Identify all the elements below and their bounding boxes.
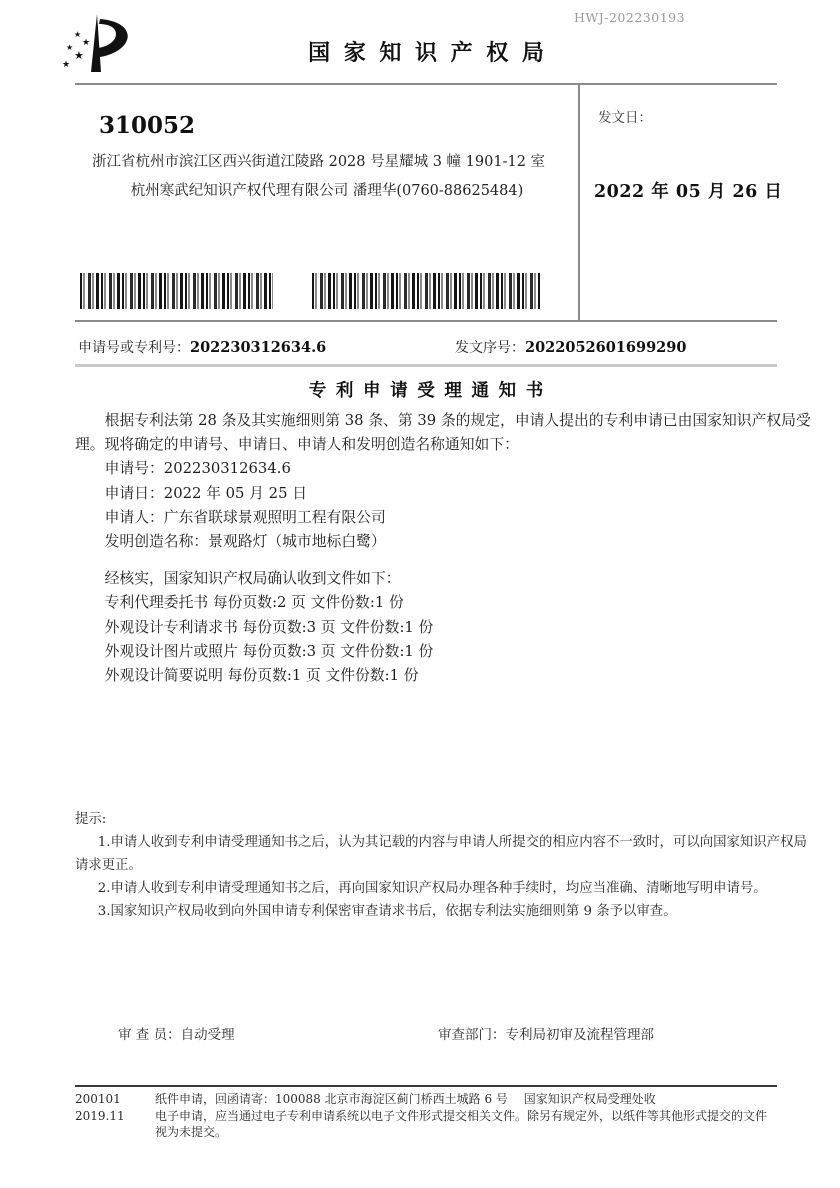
address-section-divider — [75, 320, 777, 322]
svg-text:★: ★ — [82, 38, 91, 48]
footer-text-1: 纸件申请，回函请寄：100088 北京市海淀区蓟门桥西土城路 6 号 国家知识产权局受理处收 — [155, 1092, 656, 1106]
notice-body — [75, 409, 812, 688]
agency-title: 国家知识产权局 — [308, 40, 558, 66]
serial-number-label: 发文序号： — [455, 340, 525, 356]
footer-text-2: 电子申请，应当通过电子专利申请系统以电子文件形式提交相关文件。除另有规定外，以纸件等其他形式提交的文件视为未提交。 — [155, 1108, 768, 1139]
detail-application-no: 申请号：202230312634.6 — [104, 460, 291, 478]
document-item-3: 外观设计图片或照片 每份页数:3 页 文件份数:1 份 — [104, 642, 434, 660]
issue-date-label: 发文日： — [598, 110, 652, 126]
application-number-value: 202230312634.6 — [190, 339, 327, 356]
examiner-value: 自动受理 — [180, 1027, 235, 1043]
svg-text:★: ★ — [62, 60, 71, 70]
footer-row-paper — [75, 1091, 777, 1108]
barcode-serial — [312, 273, 540, 309]
document-item-4: 外观设计简要说明 每份页数:1 页 文件份数:1 份 — [104, 667, 419, 685]
document-ref-code: HWJ-202230193 — [574, 10, 686, 25]
tips-section — [75, 808, 816, 923]
tip-item-3: 3.国家知识产权局收到向外国申请专利保密审查请求书后，依据专利法实施细则第 9 条予以审查。 — [97, 904, 677, 919]
department-value: 专利局初审及流程管理部 — [505, 1027, 654, 1043]
detail-filing-date: 申请日：2022 年 05 月 25 日 — [104, 484, 308, 502]
svg-text:★: ★ — [74, 30, 82, 39]
footer-divider — [75, 1085, 777, 1087]
recipient-address — [92, 148, 562, 206]
issue-date-box-divider — [578, 83, 580, 321]
serial-number-value: 2022052601699290 — [525, 339, 687, 356]
examiner-field — [118, 1023, 235, 1043]
examiner-label: 审 查 员： — [118, 1027, 181, 1043]
tip-item-2: 2.申请人收到专利申请受理通知书之后，再向国家知识产权局办理各种手续时，均应当准确、清晰地写明申请号。 — [97, 881, 767, 896]
application-number-field — [78, 337, 326, 357]
detail-invention-name: 发明创造名称：景观路灯（城市地标白鹭） — [104, 533, 386, 551]
address-line-2: 杭州寒武纪知识产权代理有限公司 潘理华(0760-88625484) — [130, 183, 524, 199]
tip-item-1: 1.申请人收到专利申请受理通知书之后，认为其记载的内容与申请人所提交的相应内容不一致时，可以向国家知识产权局请求更正。 — [75, 835, 807, 873]
document-item-2: 外观设计专利请求书 每份页数:3 页 文件份数:1 份 — [104, 618, 434, 636]
documents-confirm-line: 经核实，国家知识产权局确认收到文件如下： — [104, 570, 401, 588]
detail-applicant: 申请人：广东省联球景观照明工程有限公司 — [104, 508, 386, 526]
body-paragraph: 根据专利法第 28 条及其实施细则第 38 条、第 39 条的规定，申请人提出的专利申请已由国家知识产权局受理。现将确定的申请号、申请日、申请人和发明创造名称通知如下： — [75, 412, 811, 454]
footer-code-2: 2019.11 — [75, 1108, 125, 1123]
issue-date-value: 2022 年 05 月 26 日 — [594, 182, 783, 202]
department-field — [438, 1023, 654, 1043]
tips-label: 提示: — [75, 812, 107, 827]
document-item-1: 专利代理委托书 每份页数:2 页 文件份数:1 份 — [104, 594, 404, 612]
footer-row-electronic — [75, 1108, 777, 1141]
department-label: 审查部门： — [438, 1027, 506, 1043]
postal-code: 310052 — [99, 112, 196, 139]
header-divider — [75, 83, 777, 85]
application-number-label: 申请号或专利号： — [78, 340, 190, 356]
footer-notes — [75, 1091, 777, 1141]
address-line-1: 浙江省杭州市滨江区西兴街道江陵路 2028 号星耀城 3 幢 1901-12 室 — [92, 154, 546, 170]
svg-text:★: ★ — [66, 43, 74, 52]
barcode-application — [80, 273, 273, 309]
serial-number-field — [455, 337, 686, 357]
footer-code-1: 200101 — [75, 1092, 121, 1106]
notice-title: 专利申请受理通知书 — [308, 381, 553, 401]
title-divider — [75, 364, 777, 367]
svg-text:★: ★ — [74, 49, 84, 62]
